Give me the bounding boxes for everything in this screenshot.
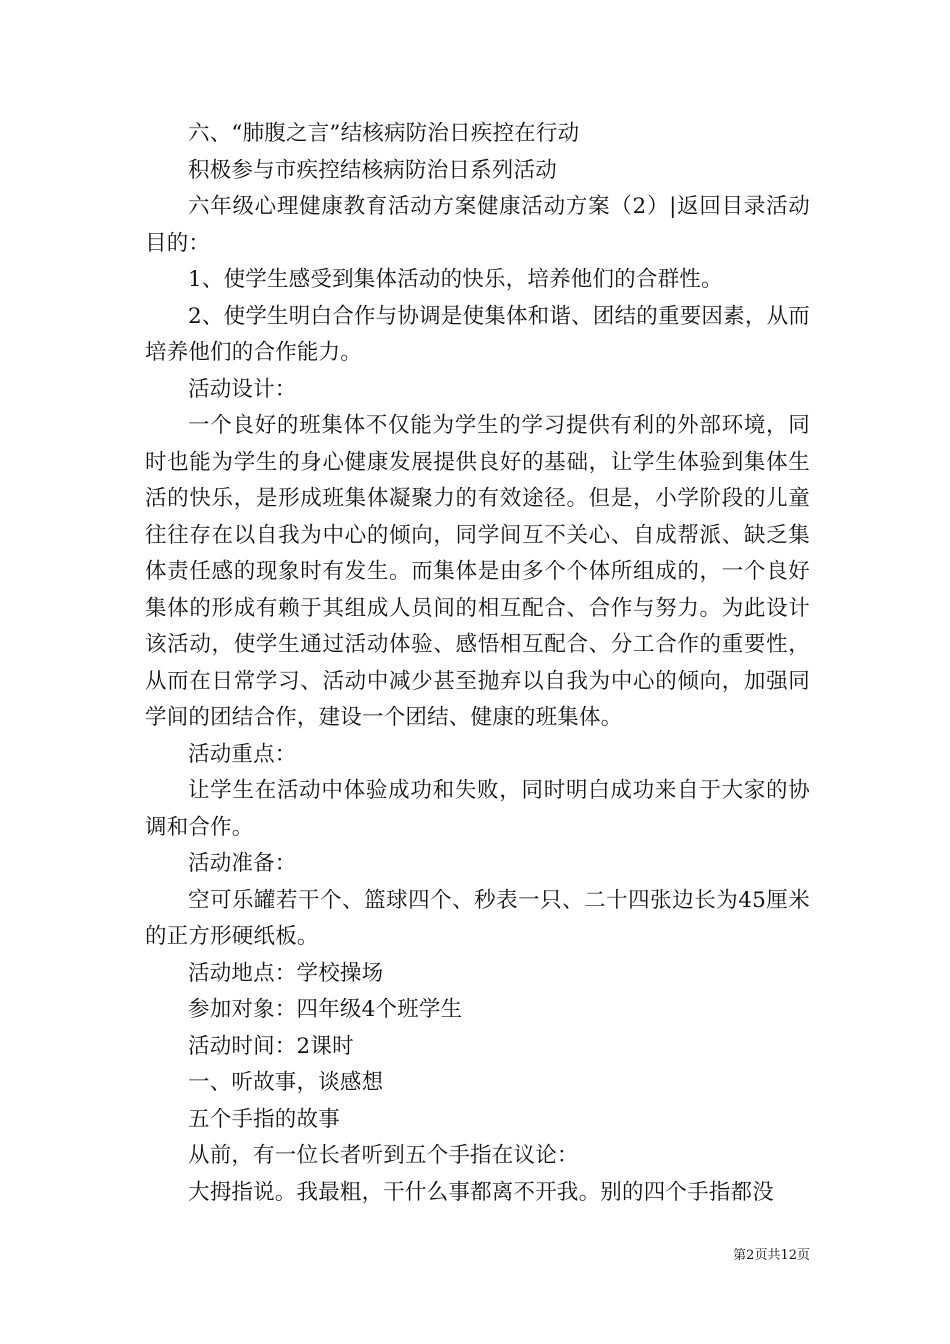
paragraph-time: 活动时间：2课时 [188, 1033, 354, 1059]
paragraph-story-intro: 从前，有一位长者听到五个手指在议论： [188, 1143, 579, 1168]
paragraph-focus-body: 让学生在活动中体验成功和失败，同时明白成功来自于大家的协调和合作。 [145, 778, 810, 840]
paragraph-goal-1: 1、使学生感受到集体活动的快乐，培养他们的合群性。 [188, 267, 723, 292]
paragraph-design-body: 一个良好的班集体不仅能为学生的学习提供有利的外部环境，同时也能为学生的身心健康发展提供良好的基础，让学生体验到集体生活的快乐，是形成班集体凝聚力的有效途径。但是，小学阶段的儿童往往存在以自我为中心的倾向，同学间互不关心、自成帮派、缺乏集体责任感的现象时有发生。而集体是由多个个体所组成的，一个良好集体的形成有赖于其组成人员间的相互配合、合作与努力。为此设计该活动，使学生通过活动体验、感悟相互配合、分工合作的重要性，从而在日常学习、活动中减少甚至抛弃以自我为中心的倾向，加强同学间的团结合作，建设一个团结、健康的班集体。 [145, 413, 810, 730]
document-body [145, 116, 810, 1211]
paragraph-story-thumb: 大拇指说。我最粗，干什么事都离不开我。别的四个手指都没 [188, 1179, 774, 1205]
paragraph-participants: 参加对象：四年级4个班学生 [188, 997, 463, 1022]
paragraph-plan-title: 六年级心理健康教育活动方案健康活动方案（2）|返回目录活动目的： [145, 194, 810, 256]
paragraph-section-one: 一、听故事，谈感想 [188, 1070, 384, 1095]
paragraph-heading-six: 六、“肺腹之言”结核病防治日疾控在行动 [188, 121, 580, 146]
paragraph-goal-2: 2、使学生明白合作与协调是使集体和谐、团结的重要因素，从而培养他们的合作能力。 [145, 303, 810, 365]
paragraph-prep-heading: 活动准备： [188, 851, 297, 876]
paragraph-story-title: 五个手指的故事 [188, 1106, 340, 1132]
page-number-footer: 第2页共12页 [733, 1248, 810, 1263]
paragraph-focus-heading: 活动重点： [188, 741, 297, 767]
paragraph-design-heading: 活动设计： [188, 376, 297, 402]
paragraph-participate: 积极参与市疾控结核病防治日系列活动 [188, 157, 557, 183]
paragraph-prep-body: 空可乐罐若干个、篮球四个、秒表一只、二十四张边长为45厘米的正方形硬纸板。 [145, 887, 810, 949]
paragraph-location: 活动地点：学校操场 [188, 960, 384, 986]
